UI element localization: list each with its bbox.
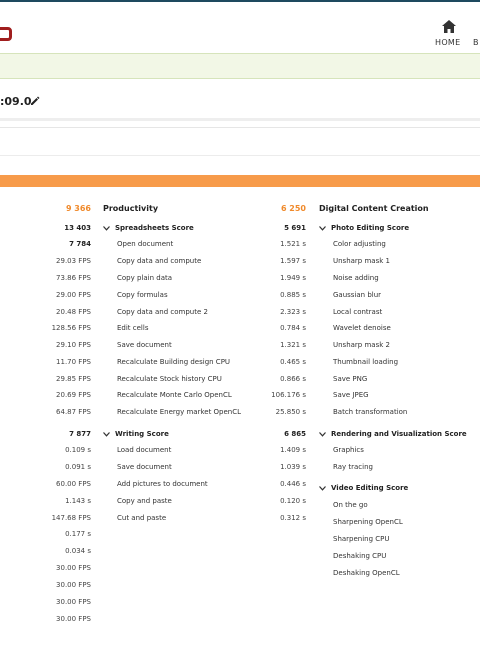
result-value: 1.949 s — [280, 274, 306, 282]
test-name: Copy plain data — [117, 274, 173, 282]
result-value: 29.10 FPS — [56, 341, 91, 349]
section-header-bar — [0, 175, 480, 187]
test-name: Recalculate Building design CPU — [117, 358, 231, 366]
chevron-down-icon[interactable] — [103, 226, 110, 231]
result-value: 73.86 FPS — [56, 274, 91, 282]
test-name: Copy and paste — [117, 497, 172, 505]
result-value: 20.48 FPS — [56, 308, 91, 316]
test-name: Add pictures to document — [117, 480, 208, 488]
test-name: Noise adding — [333, 274, 379, 282]
photo-editing-title[interactable]: Photo Editing Score — [331, 224, 410, 232]
test-name: Deshaking OpenCL — [333, 569, 400, 577]
photo-editing-score: 5 691 — [284, 224, 306, 232]
result-value: 2.323 s — [280, 308, 306, 316]
result-value: 0.120 s — [280, 497, 306, 505]
result-title: :09.0 — [0, 95, 32, 108]
test-name: Unsharp mask 2 — [333, 341, 390, 349]
divider — [0, 127, 480, 128]
test-name: Save JPEG — [333, 391, 369, 399]
result-value: 0.091 s — [65, 463, 91, 471]
result-value: 1.521 s — [280, 240, 306, 248]
test-name: On the go — [333, 501, 368, 509]
result-value: 106.176 s — [271, 391, 306, 399]
result-value: 1.409 s — [280, 446, 306, 454]
test-name: Thumbnail loading — [333, 358, 399, 366]
result-value: 30.00 FPS — [56, 598, 91, 606]
result-value: 0.885 s — [280, 291, 306, 299]
rendering-score: 6 865 — [284, 430, 306, 438]
test-name: Save document — [117, 463, 172, 471]
dcc-title: Digital Content Creation — [319, 204, 429, 213]
result-value: 11.70 FPS — [56, 358, 91, 366]
test-name: Batch transformation — [333, 408, 408, 416]
result-value: 30.00 FPS — [56, 615, 91, 623]
result-value: 128.56 FPS — [51, 324, 91, 332]
test-name: Unsharp mask 1 — [333, 257, 390, 265]
test-name: Sharpening CPU — [333, 535, 390, 543]
test-name: Recalculate Monte Carlo OpenCL — [117, 391, 232, 399]
divider — [0, 155, 480, 156]
result-value: 29.00 FPS — [56, 291, 91, 299]
video-editing-title[interactable]: Video Editing Score — [331, 484, 409, 492]
chevron-down-icon[interactable] — [319, 432, 326, 437]
result-value: 1.039 s — [280, 463, 306, 471]
test-name: Local contrast — [333, 308, 383, 316]
home-icon[interactable] — [442, 20, 456, 33]
test-name: Copy formulas — [117, 291, 168, 299]
result-value: 1.321 s — [280, 341, 306, 349]
result-value: 0.109 s — [65, 446, 91, 454]
spreadsheets-title[interactable]: Spreadsheets Score — [115, 224, 194, 232]
info-banner — [0, 53, 480, 79]
test-name: Load document — [117, 446, 172, 454]
brand-logo[interactable] — [0, 27, 12, 41]
result-value: 30.00 FPS — [56, 581, 91, 589]
result-value: 1.143 s — [65, 497, 91, 505]
productivity-title: Productivity — [103, 204, 159, 213]
test-name: Ray tracing — [333, 463, 373, 471]
result-value: 60.00 FPS — [56, 480, 91, 488]
spreadsheets-score: 13 403 — [64, 224, 91, 232]
test-name: Recalculate Stock history CPU — [117, 375, 222, 383]
result-value: 29.03 FPS — [56, 257, 91, 265]
result-value: 0.034 s — [65, 547, 91, 555]
writing-score: 7 877 — [69, 430, 91, 438]
result-value: 147.68 FPS — [51, 514, 91, 522]
top-accent-line — [0, 0, 480, 2]
result-value: 25.850 s — [275, 408, 306, 416]
test-name: Gaussian blur — [333, 291, 382, 299]
test-name: Deshaking CPU — [333, 552, 387, 560]
test-name: Save PNG — [333, 375, 368, 383]
rendering-title[interactable]: Rendering and Visualization Score — [331, 430, 467, 438]
edit-pencil-icon[interactable] — [30, 96, 40, 106]
result-value: 64.87 FPS — [56, 408, 91, 416]
dcc-score: 6 250 — [280, 204, 306, 213]
test-name: Sharpening OpenCL — [333, 518, 403, 526]
test-name: Graphics — [333, 446, 364, 454]
result-value: 0.465 s — [280, 358, 306, 366]
nav-next-link[interactable]: B — [473, 38, 479, 47]
nav-home-link[interactable]: HOME — [435, 38, 461, 47]
productivity-score: 9 366 — [65, 204, 91, 213]
result-value: 20.69 FPS — [56, 391, 91, 399]
chevron-down-icon[interactable] — [319, 226, 326, 231]
result-value: 7 784 — [69, 240, 91, 248]
result-value: 0.177 s — [65, 530, 91, 538]
test-name: Copy data and compute — [117, 257, 202, 265]
result-title-row — [0, 82, 480, 121]
result-value: 30.00 FPS — [56, 564, 91, 572]
result-value: 0.866 s — [280, 375, 306, 383]
chevron-down-icon[interactable] — [103, 432, 110, 437]
test-name: Save document — [117, 341, 172, 349]
result-value: 29.85 FPS — [56, 375, 91, 383]
writing-title[interactable]: Writing Score — [115, 430, 169, 438]
test-name: Color adjusting — [333, 240, 386, 248]
test-name: Copy data and compute 2 — [117, 308, 208, 316]
test-name: Open document — [117, 240, 174, 248]
test-name: Recalculate Energy market OpenCL — [117, 408, 242, 416]
result-value: 0.784 s — [280, 324, 306, 332]
result-value: 1.597 s — [280, 257, 306, 265]
test-name: Edit cells — [117, 324, 149, 332]
test-name: Wavelet denoise — [333, 324, 391, 332]
result-value: 0.446 s — [280, 480, 306, 488]
test-name: Cut and paste — [117, 514, 167, 522]
chevron-down-icon[interactable] — [319, 486, 326, 491]
result-value: 0.312 s — [280, 514, 306, 522]
